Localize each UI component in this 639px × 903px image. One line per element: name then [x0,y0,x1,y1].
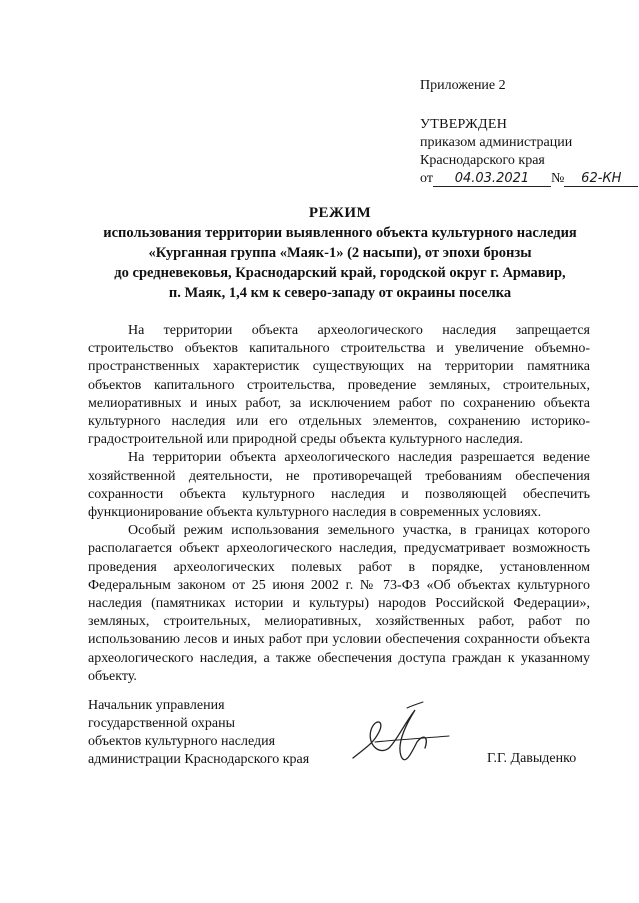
document-title [60,203,620,303]
position-line-3: объектов культурного наследия [88,734,276,749]
by-order-label: приказом администрации [420,135,573,150]
handwritten-signature [345,696,455,776]
title-heading: РЕЖИМ [308,205,372,221]
handwritten-number: 62-КН [564,172,638,187]
title-line-3: до средневековья, Краснодарский край, городской округ г. Армавир, [114,265,566,281]
from-label: от [420,171,433,186]
signatory-position [88,697,309,769]
title-line-2: «Курганная группа «Маяк-1» (2 насыпи), от эпохи бронзы [148,245,532,261]
paragraph-prohibitions: На территории объекта археологического наследия запрещается строительство объектов капитального строительства и увеличение объемно-пространственных характеристик существующих на территории памятника объектов капитального строительства, проведение земляных, строительных, мелиоративных и иных работ, за исключением работ по сохранению объекта культурного наследия или его отдельных элементов, сохранению историко-градостроительной или природной среды объекта культурного наследия. [88,323,590,448]
position-line-1: Начальник управления [88,698,225,713]
title-line-1: использования территории выявленного объекта культурного наследия [103,225,577,241]
appendix-label: Приложение 2 [420,78,506,93]
title-line-4: п. Маяк, 1,4 км к северо-западу от окраины поселка [168,285,512,301]
approval-stamp [420,116,638,188]
number-label: № [550,171,565,186]
approved-label: УТВЕРЖДЕН [420,117,508,132]
position-line-2: государственной охраны [88,716,236,731]
paragraph-permissions: На территории объекта археологического наследия разрешается ведение хозяйственной деятельности, не противоречащей требованиям обеспечения сохранности объекта культурного наследия и позволяющей обеспечить функционирование объекта культурного наследия в современных условиях. [88,450,590,521]
order-date-line [420,170,638,188]
position-line-4: администрации Краснодарского края [88,752,310,767]
handwritten-date: 04.03.2021 [433,172,551,187]
signatory-name: Г.Г. Давыденко [487,751,577,766]
paragraph-special-regime: Особый режим использования земельного участка, в границах которого располагается объект археологического наследия, предусматривает возможность проведения археологических полевых работ в порядке, установленном Федеральным законом от 25 июня 2002 г. № 73-ФЗ «Об объектах культурного наследия (памятниках истории и культуры) народов Российской Федерации», земляных, строительных, мелиоративных, хозяйственных работ, работ по использованию лесов и иных работ при условии обеспечения сохранности объекта археологического наследия, а также обеспечения доступа граждан к указанному объекту. [88,523,590,684]
region-label: Краснодарского края [420,153,545,168]
document-body [88,322,590,686]
